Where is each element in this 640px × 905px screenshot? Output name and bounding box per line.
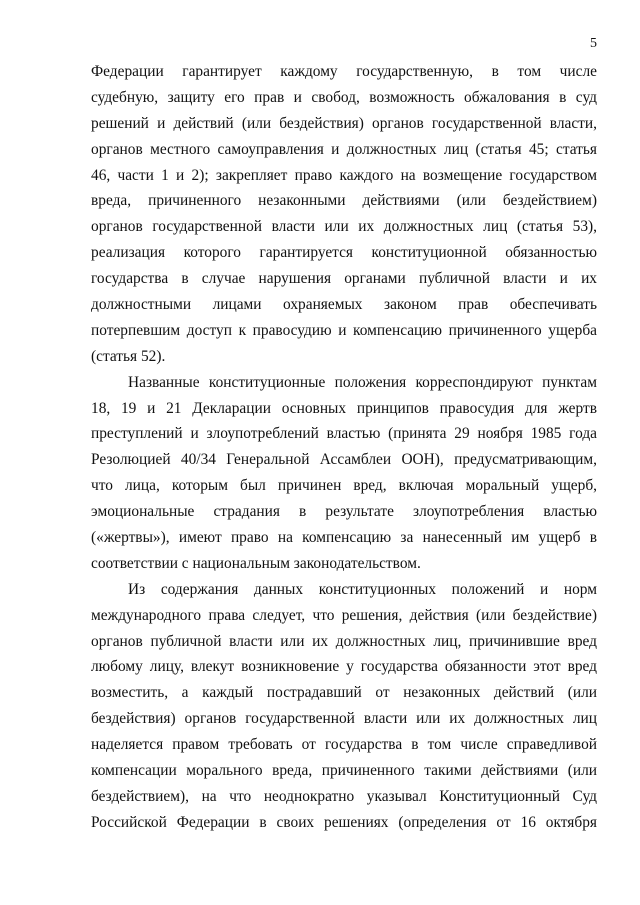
text-line: что лица, которым был причинен вред, включая моральный ущерб, (91, 477, 597, 495)
text-line: преступлений и злоупотреблений властью (принята 29 ноября 1985 года (91, 425, 597, 443)
text-line: Федерации гарантирует каждому государственную, в том числе (91, 63, 597, 80)
text-line: органов государственной власти или их должностных лиц (статья 53), (91, 218, 597, 236)
text-line: потерпевшим доступ к правосудию и компенсацию причиненного ущерба (91, 321, 597, 339)
text-line: возместить, а каждый пострадавший от незаконных действий (или (91, 684, 597, 702)
text-line: органов публичной власти или их должностных лиц, причинившие вред (91, 632, 597, 650)
text-line: органов местного самоуправления и должностных лиц (статья 45; статья (91, 140, 597, 158)
paragraph-1 (91, 59, 597, 370)
text-line: бездействия) органов государственной власти или их должностных лиц (91, 710, 597, 728)
page-number: 5 (590, 36, 597, 51)
text-line: эмоциональные страдания в результате злоупотребления властью (91, 503, 597, 521)
text-line: 18, 19 и 21 Декларации основных принципов правосудия для жертв (91, 399, 597, 417)
text-line: Резолюцией 40/34 Генеральной Ассамблеи ООН), предусматривающим, (91, 451, 597, 469)
text-line: наделяется правом требовать от государства в том числе справедливой (91, 736, 597, 754)
text-line: бездействием), на что неоднократно указывал Конституционный Суд (91, 787, 597, 805)
text-line: государства в случае нарушения органами публичной власти и их (91, 270, 597, 288)
text-line: 46, части 1 и 2); закрепляет право каждого на возмещение государством (91, 166, 597, 184)
text-line: вреда, причиненного незаконными действиями (или бездействием) (91, 192, 597, 210)
text-line: («жертвы»), имеют право на компенсацию за нанесенный им ущерб в (91, 529, 597, 547)
text-line: (статья 52). (91, 347, 166, 365)
text-line: компенсации морального вреда, причиненного такими действиями (или (91, 762, 597, 780)
text-line: должностными лицами охраняемых законом прав обеспечивать (91, 296, 597, 314)
text-line: Из содержания данных конституционных положений и норм (128, 580, 597, 598)
text-line: любому лицу, влекут возникновение у государства обязанности этот вред (91, 658, 597, 676)
text-line: международного права следует, что решения, действия (или бездействие) (91, 606, 597, 624)
text-line: соответствии с национальным законодательством. (91, 554, 421, 572)
text-line: Названные конституционные положения корреспондируют пунктам (128, 373, 597, 391)
text-line: судебную, защиту его прав и свобод, возможность обжалования в суд (91, 88, 597, 106)
paragraph-2 (91, 370, 597, 577)
text-line: Российской Федерации в своих решениях (определения от 16 октября (91, 813, 597, 831)
body-text (91, 59, 597, 836)
text-line: решений и действий (или бездействия) органов государственной власти, (91, 114, 597, 132)
text-line: реализация которого гарантируется конституционной обязанностью (91, 244, 597, 262)
paragraph-3 (91, 577, 597, 836)
